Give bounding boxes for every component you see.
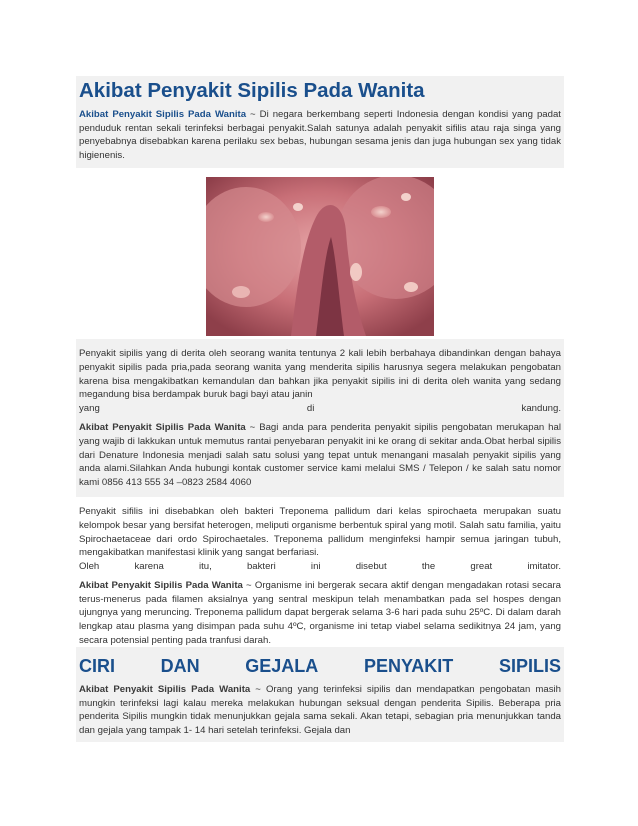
section-heading: [76, 655, 564, 677]
article: [76, 76, 564, 742]
paragraph-1: [76, 347, 564, 415]
paragraph-4-lead: Akibat Penyakit Sipilis Pada Wanita: [79, 580, 243, 592]
paragraph-2: [76, 421, 564, 489]
paragraph-1-text: Penyakit sipilis yang di derita oleh seorang wanita tentunya 2 kali lebih berbahaya dibandinkan dengan bahaya penyakit sipilis pada pria,pada seorang wanita yang menderita sipilis harusnya segera melakukan pengobatan karena bisa mengakibatkan kemandulan dan bahkan jika penyakit sipilis ini di derita oleh wanita yang sedang megandung bisa berdampak buruk bagi bayi atau janin: [79, 348, 561, 401]
ciri-section: [76, 647, 564, 741]
paragraph-3-last-line: Oleh karena itu, bakteri ini disebut the great imitator.: [79, 560, 561, 572]
paragraph-4: [76, 579, 564, 647]
body-section: [76, 339, 564, 497]
body-section-2: [76, 497, 564, 647]
paragraph-1-last-line: yang di kandung.: [79, 402, 561, 414]
paragraph-2-lead: Akibat Penyakit Sipilis Pada Wanita: [79, 422, 246, 434]
paragraph-3: [76, 505, 564, 573]
intro-text: ~ Di negara berkembang seperti Indonesia dengan kondisi yang padat penduduk rentan sekali terinfeksi berbagai penyakit.Salah satunya adalah penyakit sifilis atau raja singa yang penyebabnya disebabkan karena perilaku sex bebas, hubungan sesama jenis dan juga hubungan sex yang tidak higienenis.: [79, 109, 561, 161]
paragraph-5-lead: Akibat Penyakit Sipilis Pada Wanita: [79, 684, 251, 696]
article-figure: [76, 174, 564, 339]
paragraph-5-text: ~ Orang yang terinfeksi sipilis dan mendapatkan pengobatan masih mungkin terinfeksi lagi kalau mereka melakukan hubungan seksual dengan penderita Sipilis. Beberapa pria penderita Sipilis mungkin tidak menunjukkan gejala sama sekali. Akan tetapi, sebagian pria menunjukkan tanda dan gejala yang tampak 1- 14 hari setelah terinfeksi. Gejala dan: [79, 684, 561, 737]
intro-lead: Akibat Penyakit Sipilis Pada Wanita: [79, 109, 247, 120]
heading-word: DAN: [160, 656, 200, 677]
paragraph-3-text: Penyakit sifilis ini disebabkan oleh bakteri Treponema pallidum dari kelas spirochaeta merupakan suatu kelompok besar yang bersifat heterogen, meliputi organisme berbentuk spiral yang motil. Salah satu familia, yaitu Spirochaetaceae dari ordo Spirochaetales. Treponema pallidum menginfeksi hampir semua jaringan tubuh, mengakibatkan manifestasi klinik yang sangat berfariasi.: [79, 506, 561, 559]
heading-word: GEJALA: [245, 656, 319, 677]
paragraph-2-text: ~ Bagi anda para penderita penyakit sipilis pengobatan merukapan hal yang wajib di lakkukan untuk memutus rantai penyebaran penyakit ini ke orang di sekitar anda.Obat herbal sipilis dari Denature Indonesia menjadi salah satu solusi yang tepat untuk menangani masalah penyakit sipilis yang anda alami.Silahkan Anda hubungi kontak customer service kami melalui SMS / Telepon / ke salah satu nomor kami 0856 413 555 34 –0823 2584 4060: [79, 422, 561, 488]
paragraph-4-text: ~ Organisme ini bergerak secara aktif dengan mengadakan rotasi secara terus-menerus pada filamen aksialnya yang sentral meskipun telah menambatkan pada sel hospes dengan ujungnya yang meruncing. Treponema pallidum dapat bergerak selama 3-6 hari pada suhu 25ºC. Di dalam darah lengkap atau plasma yang disimpan pada suhu 4ºC, organisme ini tetap viabel selama sedikitnya 24 jam, yang secara potensial penting pada tranfusi darah.: [79, 580, 561, 646]
intro-paragraph: [76, 108, 564, 162]
heading-word: SIPILIS: [498, 656, 561, 677]
page-title: Akibat Penyakit Sipilis Pada Wanita: [79, 79, 425, 102]
intro-section: [76, 76, 564, 168]
heading-word: PENYAKIT: [363, 656, 454, 677]
medical-photo-image: [206, 177, 434, 336]
heading-word: CIRI: [79, 656, 115, 677]
paragraph-5: [76, 683, 564, 737]
